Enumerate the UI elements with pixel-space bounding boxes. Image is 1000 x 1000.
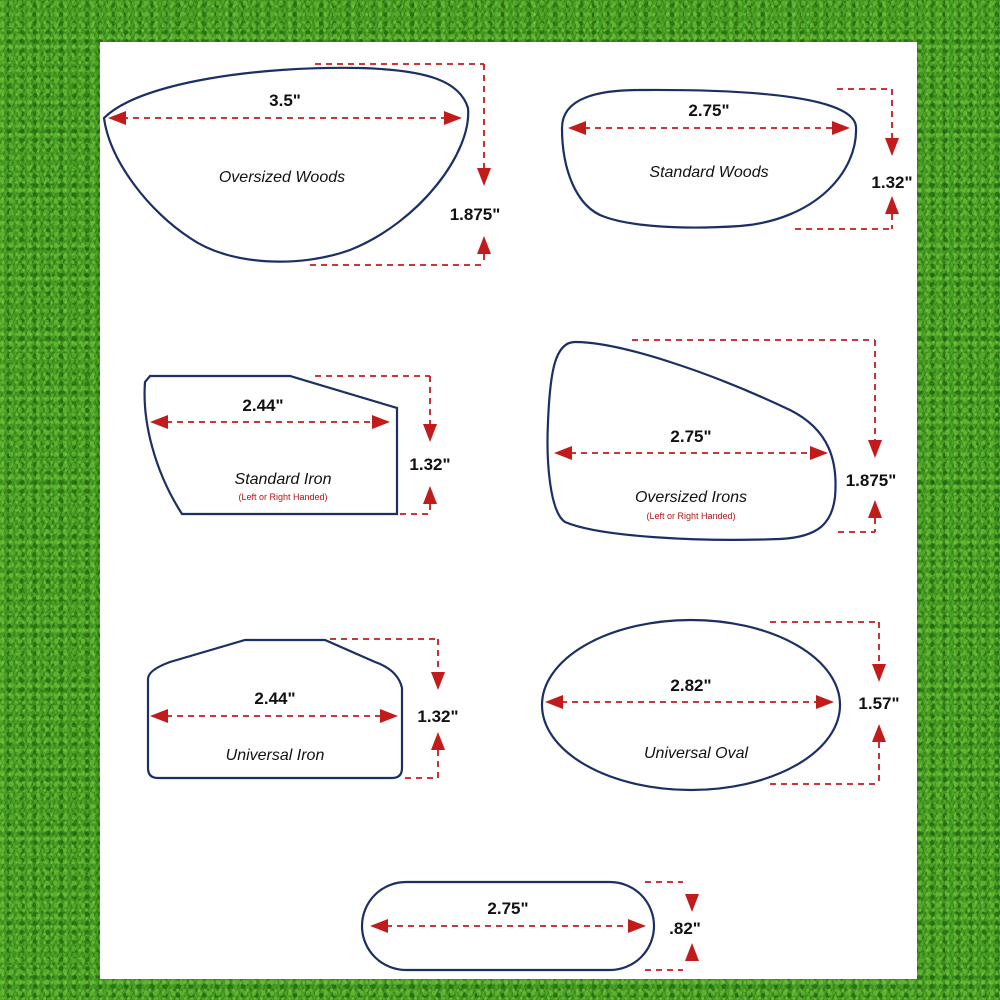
putter-pill-height-arrow-up (685, 943, 699, 961)
standard-iron-height-arrow-down (423, 424, 437, 442)
universal-oval-height-arrow-down (872, 664, 886, 682)
universal-iron-height-arrow-down (431, 672, 445, 690)
oversized-woods-height-arrow-down (477, 168, 491, 186)
standard-iron-template (145, 376, 451, 514)
oversized-irons-height-label: 1.875" (845, 471, 897, 490)
oversized-irons-height-arrow-down (868, 440, 882, 458)
oversized-woods-template (104, 64, 500, 265)
universal-iron-width-label: 2.44" (254, 689, 296, 708)
oversized-irons-note: (Left or Right Handed) (646, 511, 736, 521)
putter-pill-width-label: 2.75" (487, 899, 529, 918)
universal-oval-width-label: 2.82" (670, 676, 712, 695)
universal-oval-height-label: 1.57" (858, 694, 900, 713)
standard-iron-name: Standard Iron (234, 471, 332, 488)
universal-oval-height-arrow-up (872, 724, 886, 742)
putter-pill-height-label: .82" (669, 919, 701, 938)
universal-oval-outline (542, 620, 840, 790)
universal-iron-height-arrow-up (431, 732, 445, 750)
oversized-irons-name: Oversized Irons (634, 489, 748, 506)
standard-woods-height-arrow-down (885, 138, 899, 156)
universal-iron-name: Universal Iron (225, 747, 325, 764)
oversized-woods-height-label: 1.875" (449, 205, 501, 224)
standard-iron-width-label: 2.44" (242, 396, 284, 415)
putter-pill-height-arrow-down (685, 894, 699, 912)
standard-woods-name: Standard Woods (649, 164, 769, 181)
universal-iron-template (148, 639, 459, 778)
putter-pill-template (362, 882, 701, 970)
universal-oval-template (542, 620, 900, 790)
standard-woods-width-label: 2.75" (688, 101, 730, 120)
dimension-diagram (100, 42, 917, 979)
oversized-irons-width-label: 2.75" (670, 427, 712, 446)
standard-woods-height-arrow-up (885, 196, 899, 214)
diagram-sheet (100, 42, 917, 979)
standard-woods-template (562, 89, 913, 229)
oversized-woods-width-label: 3.5" (269, 91, 301, 110)
standard-iron-height-label: 1.32" (409, 455, 451, 474)
oversized-woods-height-arrow-up (477, 236, 491, 254)
universal-oval-name: Universal Oval (643, 745, 749, 762)
oversized-irons-template (548, 340, 897, 540)
oversized-irons-height-arrow-up (868, 500, 882, 518)
universal-iron-height-label: 1.32" (417, 707, 459, 726)
oversized-woods-name: Oversized Woods (218, 169, 346, 186)
standard-iron-height-arrow-up (423, 486, 437, 504)
standard-woods-height-label: 1.32" (871, 173, 913, 192)
standard-iron-note: (Left or Right Handed) (238, 492, 328, 502)
